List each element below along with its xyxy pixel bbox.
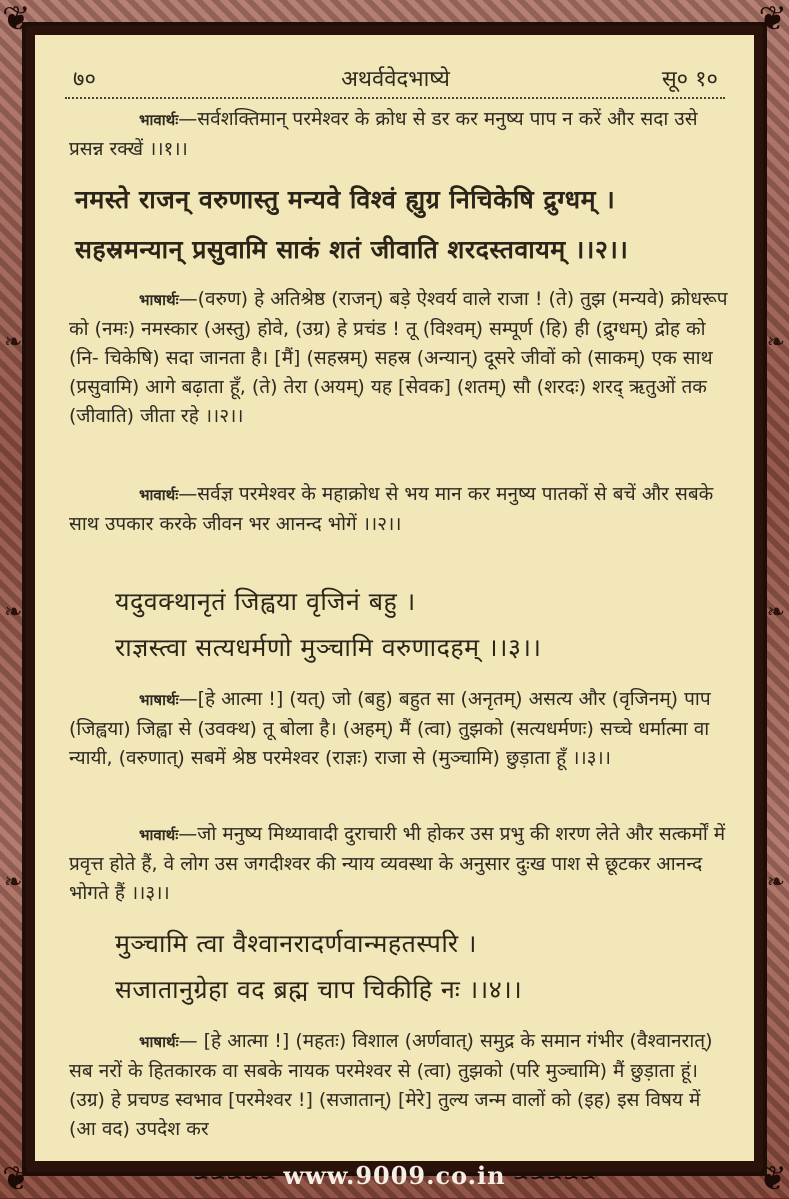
side-ornament-icon: ❧ [4,870,22,895]
paragraph-bhasartha-4: भाषार्थः— [हे आत्मा !] (महतः) विशाल (अर्णवात्) समुद्र के समान गंभीर (वैश्वानरात्) सब नरों के हितकारक वा सबके नायक परमेश्वर से (त्वा) तुझको (परि मुञ्चामि) मैं छुड़ाता हूं। (उग्र) हे प्रचण्ड स्वभाव [परमेश्वर !] (सजातान्) [मेरे] तुल्य जन्म वालों को (इह) इस विषय में (आ वद) उपदेश कर [69,1027,729,1144]
corner-ornament-icon: ❦ [2,1162,31,1196]
side-ornament-icon: ❧ [4,600,22,625]
paragraph-bhavartha-2: भावार्थः—सर्वज्ञ परमेश्वर के महाक्रोध से भय मान कर मनुष्य पातकों से बचें और सबके साथ उपकार करके जीवन भर आनन्द भोगें ।।२।। [69,480,729,539]
corner-ornament-icon: ❦ [759,2,788,36]
paragraph-bhavartha-3: भावार्थः—जो मनुष्य मिथ्यावादी दुराचारी भी होकर उस प्रभु की शरण लेते और सत्कर्मों में प्रवृत्त होते हैं, वे लोग उस जगदीश्वर की न्याय व्यवस्था के अनुसार दुःख पाश से छूटकर आनन्द भोगते हैं ।।३।। [69,820,729,908]
page-header [73,63,718,93]
mantra-line: सजातानुग्रेहा वद ब्रह्म चाप चिकीहि नः ।।४।। [115,973,775,1007]
side-ornament-icon: ❧ [767,600,785,625]
page-title: अथर्ववेदभाष्ये [73,63,718,93]
paragraph-bhavartha-1: भावार्थः—सर्वशक्तिमान् परमेश्वर के क्रोध से डर कर मनुष्य पाप न करें और सदा उसे प्रसन्न रक्खें ।।१।। [69,105,729,164]
side-ornament-icon: ❧ [4,330,22,355]
sukta-number: सू० १० [662,63,718,93]
document-page [35,35,754,1161]
mantra-line: यदुवक्थानृतं जिह्वया वृजिनं बहु । [115,585,775,619]
corner-ornament-icon: ❦ [759,1162,788,1196]
corner-ornament-icon: ❦ [2,2,31,36]
mantra-line: नमस्ते राजन् वरुणास्तु मन्यवे विश्वं ह्युग्र निचिकेषि द्रुग्धम् । [75,183,735,217]
side-ornament-icon: ❧ [767,870,785,895]
side-ornament-icon: ❧ [767,330,785,355]
website-link[interactable]: www.9009.co.in [283,1161,505,1190]
mantra-line: राज्ञस्त्वा सत्यधर्मणो मुञ्चामि वरुणादहम् ।।३।। [115,631,775,665]
paragraph-bhasartha-3: भाषार्थः—[हे आत्मा !] (यत्) जो (बहु) बहुत सा (अनृतम्) असत्य और (वृजिनम्) पाप (जिह्वया) जिह्वा से (उवक्थ) तू बोला है। (अहम्) मैं (त्वा) तुझको (सत्यधर्मणः) सच्चे धर्मात्मा वा न्यायी, (वरुणात्) सबमें श्रेष्ठ परमेश्वर (राज्ञः) राजा से (मुञ्चामि) छुड़ाता हूँ ।।३।। [69,685,729,773]
mantra-line: मुञ्चामि त्वा वैश्वानरादर्णवान्महतस्परि । [115,927,775,961]
header-divider [65,97,725,99]
paragraph-bhasartha-2: भाषार्थः—(वरुण) हे अतिश्रेष्ठ (राजन्) बड़े ऐश्वर्य वाले राजा ! (ते) तुझ (मन्यवे) क्रोधरूप को (नमः) नमस्कार (अस्तु) होवे, (उग्र) हे प्रचंड ! तू (विश्वम्) सम्पूर्ण (हि) ही (द्रुग्धम्) द्रोह को (नि- चिकेषि) सदा जानता है। [मैं] (सहस्रम्) सहस्र (अन्यान्) दूसरे जीवों को (साकम्) एक साथ (प्रसुवामि) आगे बढ़ाता हूँ, (ते) तेरा (अयम्) यह [सेवक] (शतम्) सौ (शरदः) शरद् ऋतुओं तक (जीवाति) जीता रहे ।।२।। [69,285,729,431]
wave-ornament-icon: ∽∽∽∽∽ [193,1165,284,1189]
wave-ornament-icon: ∽∽∽∽∽ [506,1165,597,1189]
mantra-line: सहस्रमन्यान् प्रसुवामि साकं शतं जीवाति शरदस्तवायम् ।।२।। [75,233,735,267]
website-footer [35,1161,754,1191]
page-number: ७० [73,63,96,93]
